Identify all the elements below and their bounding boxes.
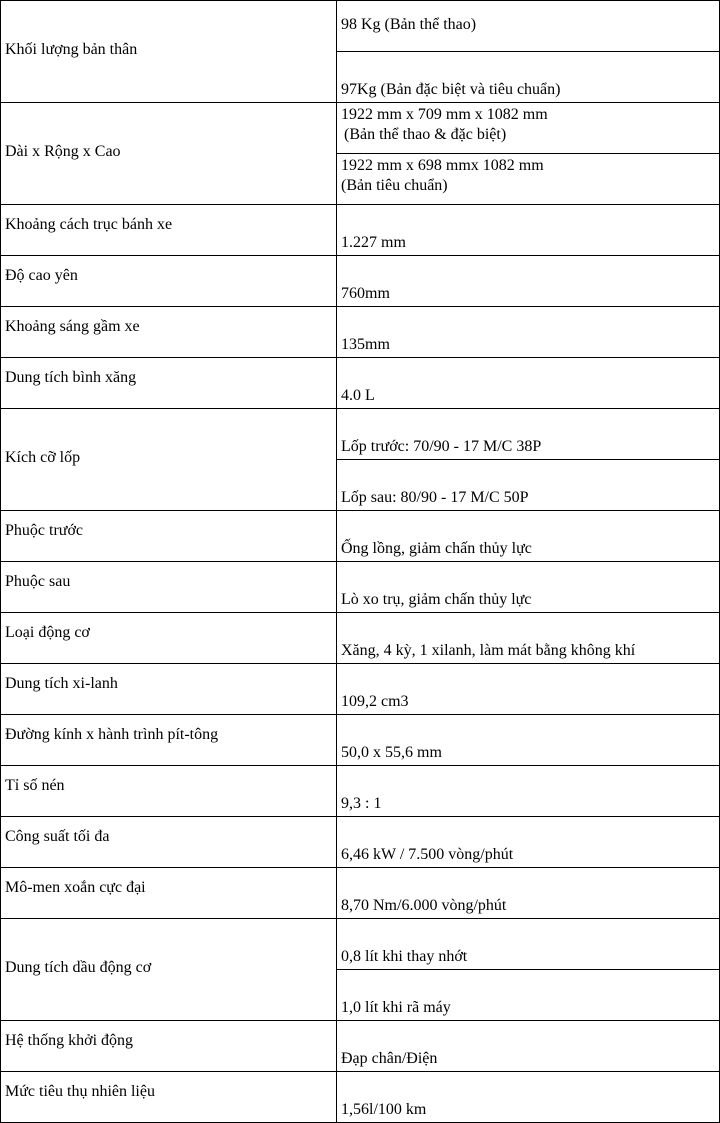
row-value-max-power: 6,46 kW / 7.500 vòng/phút [337,817,720,868]
row-value-weight-standard: 97Kg (Bản đặc biệt và tiêu chuẩn) [337,52,720,103]
row-label-fuel-tank: Dung tích bình xăng [1,358,337,409]
table-row [1,817,720,868]
row-label-front-suspension: Phuộc trước [1,511,337,562]
row-value-wheelbase: 1.227 mm [337,205,720,256]
row-label-engine-type: Loại động cơ [1,613,337,664]
row-value-compression-ratio: 9,3 : 1 [337,766,720,817]
dimensions-standard-line-2: (Bản tiêu chuẩn) [341,177,448,194]
dimensions-sport-line-1: 1922 mm x 709 mm x 1082 mm [341,106,548,123]
row-label-seat-height: Độ cao yên [1,256,337,307]
table-row [1,358,720,409]
row-label-fuel-consumption: Mức tiêu thụ nhiên liệu [1,1072,337,1123]
table-row [1,511,720,562]
row-value-engine-type: Xăng, 4 kỳ, 1 xilanh, làm mát bằng không khí [337,613,720,664]
table-row [1,1072,720,1123]
row-value-starter: Đạp chân/Điện [337,1021,720,1072]
row-value-oil-overhaul: 1,0 lít khi rã máy [337,970,720,1021]
row-value-weight-sport: 98 Kg (Bản thể thao) [337,1,720,52]
row-label-engine-oil: Dung tích dầu động cơ [1,919,337,1021]
table-row [1,205,720,256]
table-row [1,868,720,919]
row-value-max-torque: 8,70 Nm/6.000 vòng/phút [337,868,720,919]
row-label-ground-clearance: Khoảng sáng gầm xe [1,307,337,358]
row-value-dimensions-standard [337,154,720,205]
table-row [1,766,720,817]
row-label-rear-suspension: Phuộc sau [1,562,337,613]
table-row [1,562,720,613]
row-label-dimensions: Dài x Rộng x Cao [1,103,337,205]
row-label-max-torque: Mô-men xoắn cực đại [1,868,337,919]
row-value-fuel-tank: 4.0 L [337,358,720,409]
row-value-dimensions-sport [337,103,720,154]
row-label-wheelbase: Khoảng cách trục bánh xe [1,205,337,256]
table-row [1,664,720,715]
table-row [1,256,720,307]
table-row [1,409,720,460]
row-value-displacement: 109,2 cm3 [337,664,720,715]
dimensions-sport-line-2: (Bản thể thao & đặc biệt) [344,126,507,143]
row-value-tire-rear: Lốp sau: 80/90 - 17 M/C 50P [337,460,720,511]
table-row [1,919,720,970]
table-row [1,613,720,664]
table-row [1,103,720,154]
row-value-fuel-consumption: 1,56l/100 km [337,1072,720,1123]
row-label-tire-size: Kích cỡ lốp [1,409,337,511]
row-label-displacement: Dung tích xi-lanh [1,664,337,715]
row-label-max-power: Công suất tối đa [1,817,337,868]
row-value-bore-stroke: 50,0 x 55,6 mm [337,715,720,766]
row-value-rear-suspension: Lò xo trụ, giảm chấn thủy lực [337,562,720,613]
table-row [1,1,720,52]
row-value-tire-front: Lốp trước: 70/90 - 17 M/C 38P [337,409,720,460]
row-label-bore-stroke: Đường kính x hành trình pít-tông [1,715,337,766]
row-label-starter: Hệ thống khởi động [1,1021,337,1072]
table-row [1,715,720,766]
row-value-ground-clearance: 135mm [337,307,720,358]
row-value-front-suspension: Ống lồng, giảm chấn thủy lực [337,511,720,562]
table-row [1,1021,720,1072]
dimensions-standard-line-1: 1922 mm x 698 mmx 1082 mm [341,157,544,174]
row-value-oil-change: 0,8 lít khi thay nhớt [337,919,720,970]
row-label-compression-ratio: Tỉ số nén [1,766,337,817]
row-value-seat-height: 760mm [337,256,720,307]
table-row [1,307,720,358]
row-label-weight: Khối lượng bản thân [1,1,337,103]
